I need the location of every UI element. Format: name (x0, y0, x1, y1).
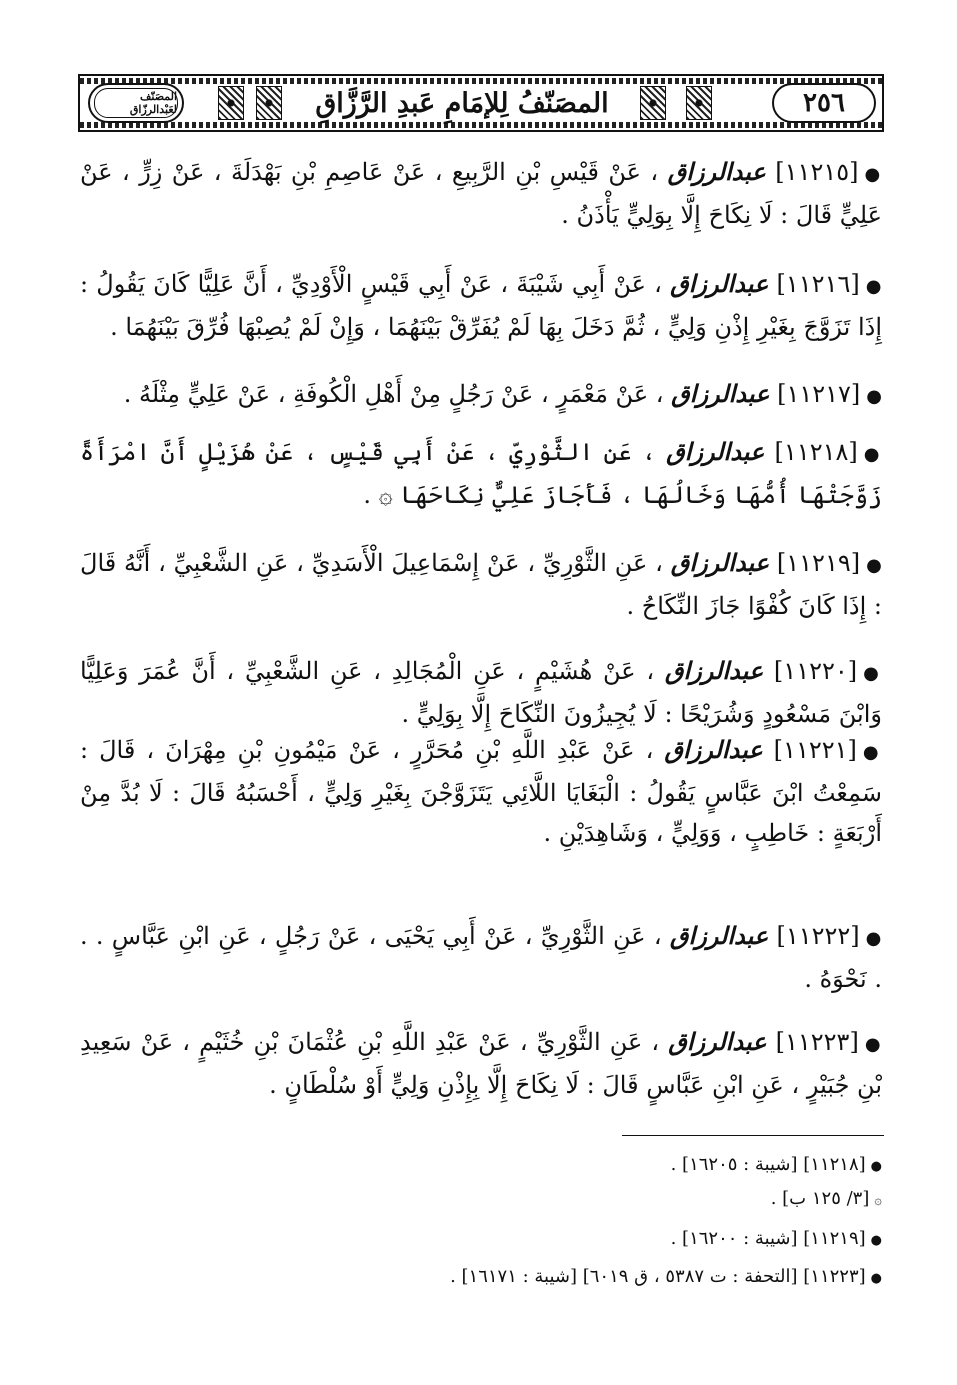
narrator-name: عبدالرزاق (669, 921, 769, 950)
ornament-icon (686, 86, 712, 120)
page-number-frame (772, 83, 876, 123)
footnote (450, 1264, 882, 1292)
narrator-name: عبدالرزاق (664, 735, 763, 764)
narrator-name: عبدالرزاق (664, 656, 764, 685)
ornament-icon (640, 86, 666, 120)
hadith-number: [١١٢١٨] (774, 438, 858, 466)
bullet-icon: ● (866, 386, 882, 407)
running-title: المصَنّفُ لِلإمَامِ عَبدِ الرَّزَّاقِ (315, 87, 609, 119)
hadith-text: ، عَنْ عَبْدِ اللَّهِ بْنِ مُحَرَّرٍ ، عَنْ مَيْمُونِ بْنِ مِهْرَانَ ، قَالَ : سَمِعْتُ ابْنَ عَبَّاسٍ يَقُولُ : الْبَغَايَا اللَّائِي يَتَزَوَّجْنَ بِغَيْرِ وَلِيٍّ ، أَحْسَبُهُ قَالَ : لَا بُدَّ مِنْ أَرْبَعَةٍ : خَاطِبٍ ، وَوَلِيٍّ ، وَشَاهِدَيْنِ . (80, 736, 882, 847)
hadith-number: [١١٢١٦] (776, 270, 860, 298)
hadith-text: ، عَنْ مَعْمَرٍ ، عَنْ رَجُلٍ مِنْ أَهْلِ الْكُوفَةِ ، عَنْ عَلِيٍّ مِثْلَهُ . (123, 380, 664, 408)
narrator-name: عبدالرزاق (670, 269, 769, 298)
footnote-text: [١١٢١٨] [شيبة : ١٦٢٠٥] . (670, 1154, 866, 1175)
ornament-icon (256, 86, 282, 120)
footnote-text: [٣/ ١٢٥ ب] . (770, 1188, 870, 1209)
hadith-number: [١١٢٢٠] (773, 657, 858, 685)
narrator-name: عبدالرزاق (666, 437, 765, 466)
bullet-icon: ● (866, 555, 883, 576)
ornament-icon (218, 86, 244, 120)
page-number: ٢٥٦ (803, 88, 845, 118)
bullet-icon: ● (865, 928, 882, 949)
hadith-entry (80, 543, 882, 626)
footnote (671, 1226, 882, 1254)
hadith-number: [١١٢٢٣] (775, 1028, 859, 1056)
bullet-icon: ● (864, 1034, 882, 1055)
hadith-text: ، عَنِ الثَّوْرِيِّ ، عَنْ أَبِي يَحْيَى ، عَنْ رَجُلٍ ، عَنِ ابْنِ عَبَّاسٍ . . . نَحْوَهُ . (80, 922, 882, 993)
hadith-number: [١١٢١٩] (776, 549, 861, 577)
hadith-text: ، عَنِ الثَّوْرِيِّ ، عَنْ عَبْدِ اللَّهِ بْنِ عُثْمَانَ بْنِ خُثَيْمٍ ، عَنْ سَعِيدِ بْنِ جُبَيْرٍ ، عَنِ ابْنِ عَبَّاسٍ قَالَ : لَا نِكَاحَ إِلَّا بِإِذْنِ وَلِيٍّ أَوْ سُلْطَانٍ . (80, 1028, 882, 1099)
hadith-number: [١١٢٢١] (773, 736, 857, 764)
bullet-icon: ● (863, 444, 882, 465)
hadith-entry (80, 730, 882, 853)
hadith-text: ، عَنِ الثَّوْرِيِّ ، عَنْ إِسْمَاعِيلَ الْأَسَدِيِّ ، عَنِ الشَّعْبِيِّ ، أَنَّهُ قَالَ : إِذَا كَانَ كُفْوًا جَازَ النِّكَاحُ . (80, 549, 882, 620)
footnote-bullet-icon: ● (870, 1271, 882, 1286)
hadith-entry (80, 152, 882, 235)
hadith-number: [١١٢٢٢] (776, 922, 860, 950)
footnote-text: [١١٢١٩] [شيبة : ١٦٢٠٠] . (670, 1228, 866, 1249)
folio-marker-icon: ۞ (874, 1193, 882, 1208)
emblem-text: المصَنّف لعَبْدالرزّاق (129, 90, 177, 116)
hadith-text: ، عَنِ الثَّوْرِيِّ ، عَنْ أَبِي قَيْسٍ ، عَنْ هُزَيْلٍ أَنَّ امْرَأَةً زَوَّجَتْهَا أُمُّهَا وَخَالُهَا ، فَأَجَازَ عَلِيٌّ نِكَاحَهَا ۞ . (80, 438, 882, 509)
footnote (671, 1152, 882, 1180)
hadith-text: ، عَنْ هُشَيْمٍ ، عَنِ الْمُجَالِدِ ، عَنِ الشَّعْبِيِّ ، أَنَّ عُمَرَ وَعَلِيًّا وَابْنَ مَسْعُودٍ وَشُرَيْحًا : لَا يُجِيزُونَ النِّكَاحَ إِلَّا بِوَلِيٍّ . (80, 657, 882, 728)
hadith-entry (80, 916, 882, 999)
hadith-text: ، عَنْ قَيْسِ بْنِ الرَّبِيعِ ، عَنْ عَاصِمِ بْنِ بَهْدَلَةَ ، عَنْ زِرٍّ ، عَنْ عَلِيٍّ قَالَ : لَا نِكَاحَ إِلَّا بِوَلِيٍّ يَأْذَنُ . (80, 158, 882, 229)
bullet-icon: ● (863, 663, 882, 684)
footnote-bullet-icon: ● (870, 1159, 882, 1174)
hadith-entry (80, 264, 882, 347)
narrator-name: عبدالرزاق (668, 1027, 767, 1056)
footnote-text: [١١٢٢٣] [التحفة : ت ٥٣٨٧ ، ق ٦٠١٩] [شيبة : ١٦١٧١] . (450, 1266, 866, 1287)
footnote (771, 1186, 882, 1214)
narrator-name: عبدالرزاق (667, 157, 766, 186)
hadith-number: [١١٢١٥] (775, 158, 859, 186)
hadith-entry (80, 651, 882, 734)
hadith-entry (80, 1022, 882, 1105)
bullet-icon: ● (862, 742, 882, 763)
narrator-name: عبدالرزاق (670, 548, 770, 577)
footnote-bullet-icon: ● (870, 1233, 882, 1248)
narrator-name: عبدالرزاق (671, 379, 770, 408)
hadith-number: [١١٢١٧] (777, 380, 861, 408)
page-header (78, 74, 884, 132)
bullet-icon: ● (865, 276, 882, 297)
hadith-text: ، عَنْ أَبِي شَيْبَةَ ، عَنْ أَبِي قَيْسٍ الْأَوْدِيِّ ، أَنَّ عَلِيًّا كَانَ يَقُولُ : إِذَا تَزَوَّجَ بِغَيْرِ إِذْنِ وَلِيٍّ ، ثُمَّ دَخَلَ بِهَا لَمْ يُفَرِّقْ بَيْنَهُمَا ، وَإِنْ لَمْ يُصِبْهَا فُرِّقَ بَيْنَهُمَا . (80, 270, 882, 341)
footnote-separator (622, 1135, 884, 1136)
bullet-icon: ● (864, 164, 882, 185)
hadith-entry (80, 432, 882, 515)
hadith-entry (80, 374, 882, 417)
book-emblem (88, 83, 184, 123)
